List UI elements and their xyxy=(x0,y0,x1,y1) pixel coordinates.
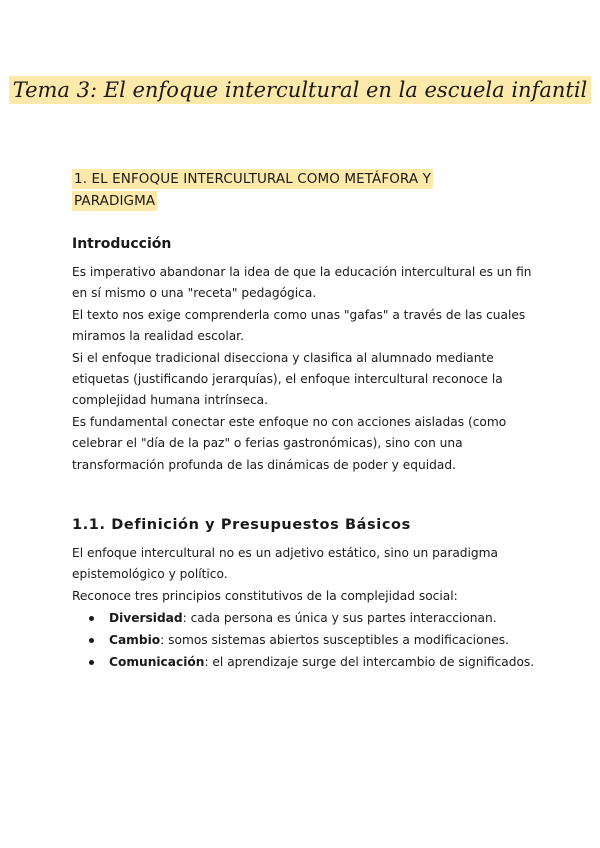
principle-text: : el aprendizaje surge del intercambio de significados. xyxy=(204,655,535,669)
bullet-icon xyxy=(89,616,94,621)
principles-list xyxy=(72,607,542,673)
principle-term: Comunicación xyxy=(109,655,205,669)
intro-paragraph: Es imperativo abandonar la idea de que la educación intercultural es un fin en sí mismo o una "receta" pedagógica. xyxy=(72,265,532,301)
definition-paragraph: El enfoque intercultural no es un adjetivo estático, sino un paradigma epistemológico y político. xyxy=(72,546,499,582)
definition-heading: 1.1. Definición y Presupuestos Básicos xyxy=(72,517,411,533)
principle-term: Cambio xyxy=(109,633,161,647)
document-title xyxy=(0,70,600,110)
list-item xyxy=(72,651,542,673)
definition-paragraph: Reconoce tres principios constitutivos de la complejidad social: xyxy=(72,588,458,603)
intro-body xyxy=(72,262,532,476)
section-heading xyxy=(72,168,472,212)
section-heading-highlight: 1. EL ENFOQUE INTERCULTURAL COMO METÁFORA Y PARADIGMA xyxy=(74,171,431,209)
intro-paragraph: Es fundamental conectar este enfoque no con acciones aisladas (como celebrar el "día de la paz" o ferias gastronómicas), sino con una transformación profunda de las dinámicas de poder y equidad. xyxy=(72,414,507,472)
title-highlight: Tema 3: El enfoque intercultural en la escuela infantil xyxy=(9,76,592,104)
intro-heading: Introducción xyxy=(72,236,172,252)
principle-term: Diversidad xyxy=(109,611,183,625)
principle-text: : cada persona es única y sus partes interaccionan. xyxy=(182,611,497,625)
list-item xyxy=(72,607,542,629)
definition-body xyxy=(72,543,532,607)
list-item xyxy=(72,629,542,651)
principle-text: : somos sistemas abiertos susceptibles a modificaciones. xyxy=(160,633,509,647)
bullet-icon xyxy=(89,660,94,665)
intro-paragraph: El texto nos exige comprenderla como unas "gafas" a través de las cuales miramos la realidad escolar. xyxy=(72,307,526,344)
bullet-icon xyxy=(89,638,94,643)
intro-paragraph: Si el enfoque tradicional disecciona y clasifica al alumnado mediante etiquetas (justificando jerarquías), el enfoque intercultural reconoce la complejidad humana intrínseca. xyxy=(72,350,503,408)
